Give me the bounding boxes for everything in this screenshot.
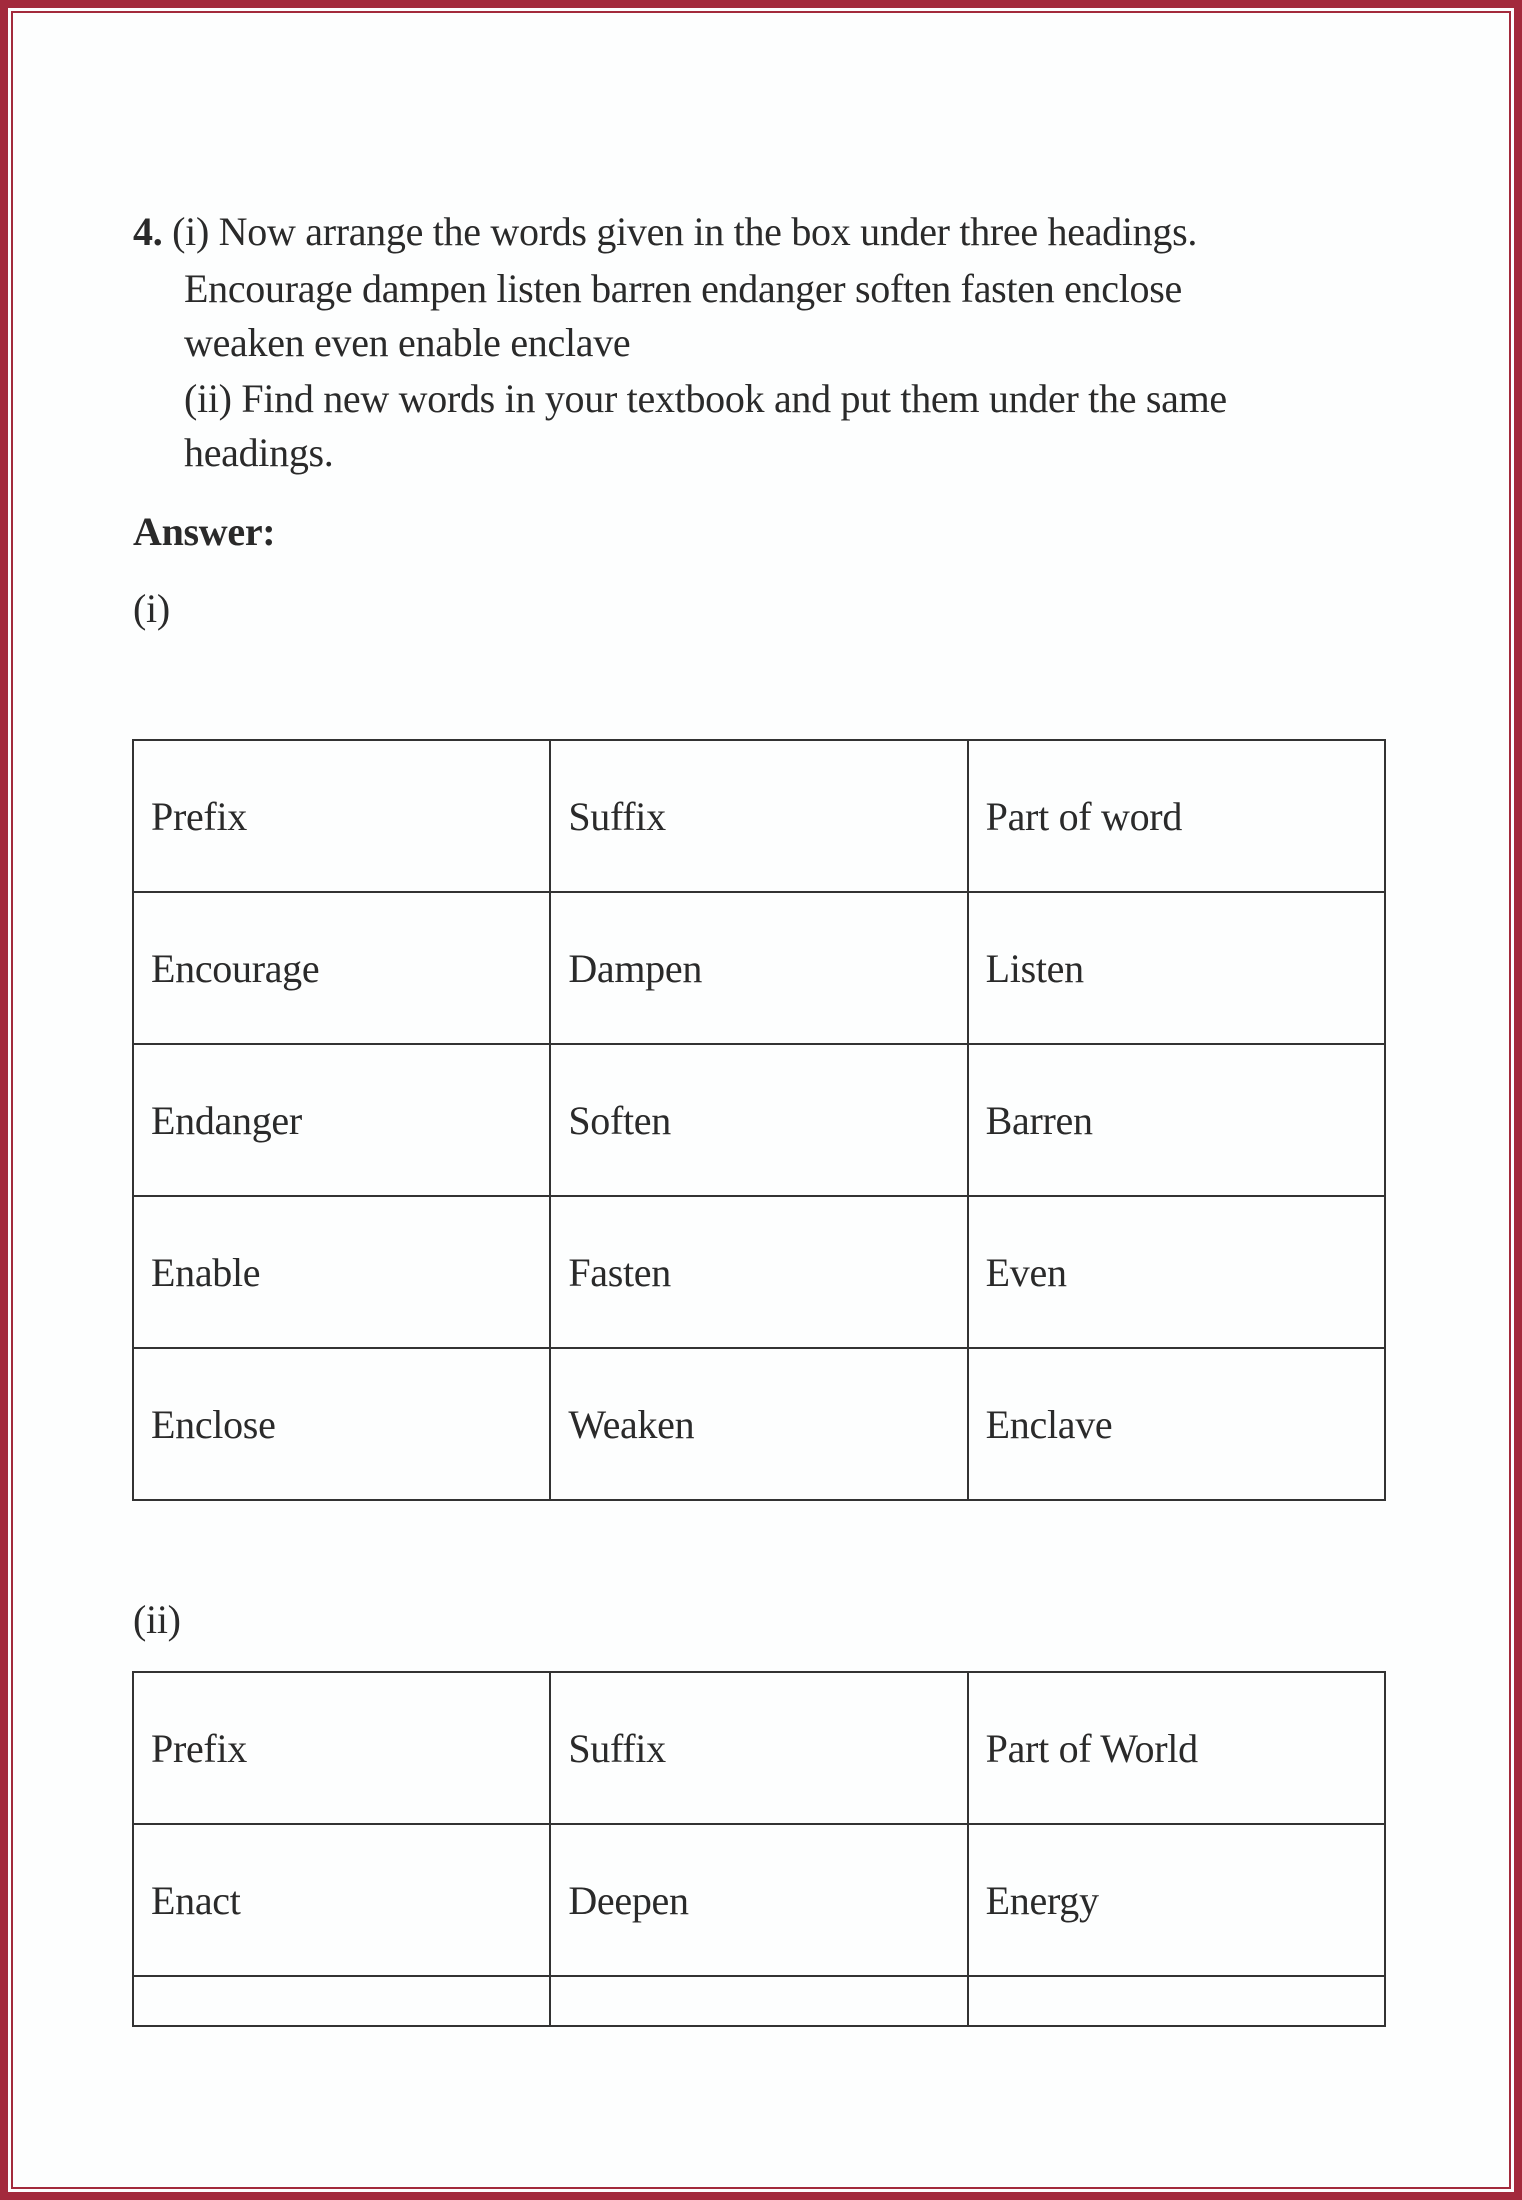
table-cell: Deepen xyxy=(550,1824,967,1976)
table-row xyxy=(133,1044,1385,1196)
table-row xyxy=(133,1348,1385,1500)
table-cell: Soften xyxy=(550,1044,967,1196)
header-cell: Part of word xyxy=(968,740,1385,892)
table-cell: Endanger xyxy=(133,1044,550,1196)
question-line-5: headings. xyxy=(184,430,334,475)
part2-label: (ii) xyxy=(133,1597,181,1642)
table-cell: Fasten xyxy=(550,1196,967,1348)
question-line-2: Encourage dampen listen barren endanger soften fasten enclose xyxy=(184,266,1182,311)
table-cell xyxy=(550,1976,967,2026)
header-cell: Prefix xyxy=(133,1672,550,1824)
table-cell: Energy xyxy=(968,1824,1385,1976)
table-cell: Dampen xyxy=(550,892,967,1044)
table-cell: Enclave xyxy=(968,1348,1385,1500)
table-cell: Enact xyxy=(133,1824,550,1976)
table-cell: Enable xyxy=(133,1196,550,1348)
header-cell: Suffix xyxy=(550,740,967,892)
table-cell: Listen xyxy=(968,892,1385,1044)
header-cell: Suffix xyxy=(550,1672,967,1824)
table-row-empty xyxy=(133,1976,1385,2026)
question-line-4: (ii) Find new words in your textbook and put them under the same xyxy=(184,376,1227,421)
question-line-3: weaken even enable enclave xyxy=(184,320,631,365)
table-cell: Encourage xyxy=(133,892,550,1044)
table-row xyxy=(133,892,1385,1044)
part2-table xyxy=(132,1671,1386,2027)
table-cell: Enclose xyxy=(133,1348,550,1500)
question-text: (i) Now arrange the words given in the box under three headings. xyxy=(172,209,1198,254)
header-cell: Part of World xyxy=(968,1672,1385,1824)
part1-label: (i) xyxy=(133,586,170,631)
answer-label: Answer: xyxy=(133,509,276,554)
table-row xyxy=(133,1824,1385,1976)
table-cell: Even xyxy=(968,1196,1385,1348)
part1-table xyxy=(132,739,1386,1501)
table-cell: Barren xyxy=(968,1044,1385,1196)
header-cell: Prefix xyxy=(133,740,550,892)
table-header-row xyxy=(133,1672,1385,1824)
table-header-row xyxy=(133,740,1385,892)
table-cell xyxy=(133,1976,550,2026)
table-row xyxy=(133,1196,1385,1348)
table-cell: Weaken xyxy=(550,1348,967,1500)
question-number: 4. xyxy=(133,209,163,254)
question-line-1 xyxy=(133,207,1197,257)
table-cell xyxy=(968,1976,1385,2026)
